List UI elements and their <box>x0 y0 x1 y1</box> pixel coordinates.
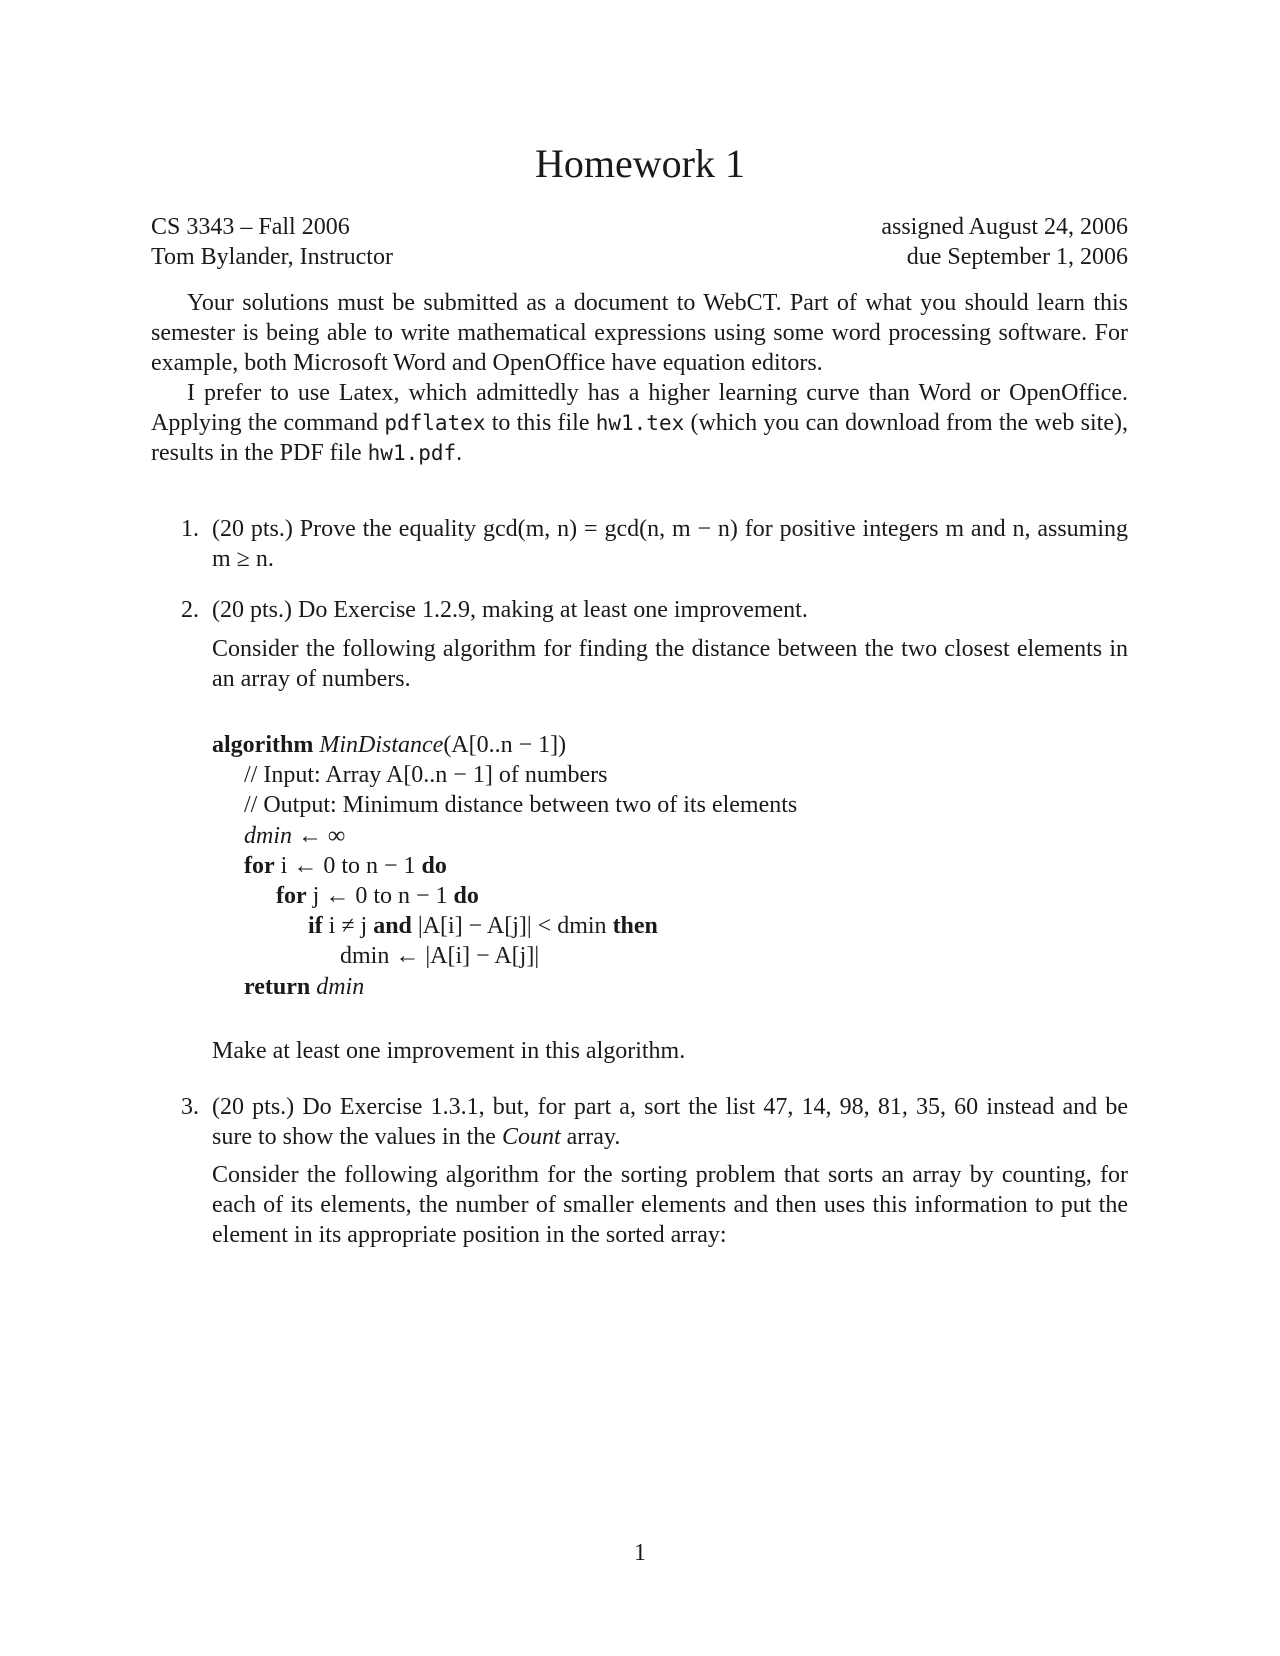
if-line <box>212 911 797 941</box>
intro2-text-c: (which you can download from the web site), results in the PDF file <box>151 410 1128 466</box>
problem-2-closing: Make at least one improvement in this algorithm. <box>212 1038 686 1064</box>
problem-text: (20 pts.) Do Exercise 1.2.9, making at least one improvement. <box>212 597 808 623</box>
return-line <box>212 972 797 1002</box>
problem-number: 1. <box>181 516 199 542</box>
due-date: due September 1, 2006 <box>906 244 1128 270</box>
loop-j-range: j ← 0 to n − 1 <box>312 883 448 910</box>
intro2-text-b: to this file <box>485 410 596 436</box>
problem-text <box>212 1092 1128 1152</box>
assign-line: dmin ← |A[i] − A[j]| <box>340 943 540 970</box>
problem-1 <box>181 514 1128 574</box>
algorithm-keyword: algorithm <box>212 732 314 758</box>
tex-filename: hw1.tex <box>595 411 685 435</box>
and-keyword: and <box>373 913 412 940</box>
problem-text: (20 pts.) Prove the equality gcd(m, n) = gcd(n, m − n) for positive integers m and n, assuming m ≥ n. <box>212 516 1128 572</box>
outer-loop-line <box>212 851 797 881</box>
page-title: Homework 1 <box>535 141 745 186</box>
problem-number: 2. <box>181 597 199 623</box>
problem-2 <box>181 595 1128 625</box>
loop-i-range: i ← 0 to n − 1 <box>280 852 416 879</box>
if-keyword: if <box>308 913 323 940</box>
inner-loop-line <box>212 881 797 911</box>
intro2-text-d: . <box>456 440 463 466</box>
algorithm-header <box>212 730 797 760</box>
problem-3 <box>181 1092 1128 1152</box>
condition-a: i ≠ j <box>328 913 368 940</box>
problem-3-text-a: (20 pts.) Do Exercise 1.3.1, but, for part a, sort the list 47, 14, 98, 81, 35, 60 instead and be sure to show the values in the <box>212 1094 1128 1150</box>
algorithm-block <box>212 730 797 1002</box>
for-keyword: for <box>244 852 275 879</box>
date-info <box>881 212 1128 272</box>
intro2-text-a: I prefer to use Latex, which admittedly has a higher learning curve than Word or OpenOffice. Applying the command <box>151 380 1128 436</box>
comment-input: // Input: Array A[0..n − 1] of numbers <box>244 762 608 789</box>
return-value: dmin <box>316 973 365 1000</box>
intro-paragraph-1: Your solutions must be submitted as a document to WebCT. Part of what you should learn this semester is being able to write mathematical expressions using some word processing software. For example, both Microsoft Word and OpenOffice have equation editors. <box>151 290 1128 376</box>
count-array-name: Count <box>501 1124 561 1150</box>
init-line: dmin ← ∞ <box>244 822 346 849</box>
do-keyword: do <box>453 883 479 910</box>
instructor-name: Tom Bylander, Instructor <box>151 244 393 270</box>
problem-3-text-b: array. <box>560 1124 621 1150</box>
do-keyword: do <box>421 852 447 879</box>
algorithm-signature: (A[0..n − 1]) <box>443 732 567 758</box>
intro-paragraph-2 <box>151 378 1128 468</box>
pdflatex-command: pdflatex <box>384 411 486 435</box>
assigned-date: assigned August 24, 2006 <box>881 214 1128 240</box>
return-keyword: return <box>244 973 311 1000</box>
problem-2-description: Consider the following algorithm for finding the distance between the two closest elements in an array of numbers. <box>212 636 1128 692</box>
pdf-filename: hw1.pdf <box>367 441 457 465</box>
algorithm-name: MinDistance <box>319 732 444 758</box>
course-name: CS 3343 – Fall 2006 <box>151 214 350 240</box>
comment-output: // Output: Minimum distance between two of its elements <box>244 792 798 819</box>
for-keyword: for <box>276 883 307 910</box>
course-info <box>151 212 393 272</box>
then-keyword: then <box>612 913 658 940</box>
condition-b: |A[i] − A[j]| < dmin <box>417 913 607 940</box>
problem-number: 3. <box>181 1094 199 1120</box>
problem-3-description: Consider the following algorithm for the sorting problem that sorts an array by counting, for each of its elements, the number of smaller elements and then uses this information to put the element in its appropriate position in the sorted array: <box>212 1162 1128 1248</box>
page-number: 1 <box>634 1540 646 1566</box>
